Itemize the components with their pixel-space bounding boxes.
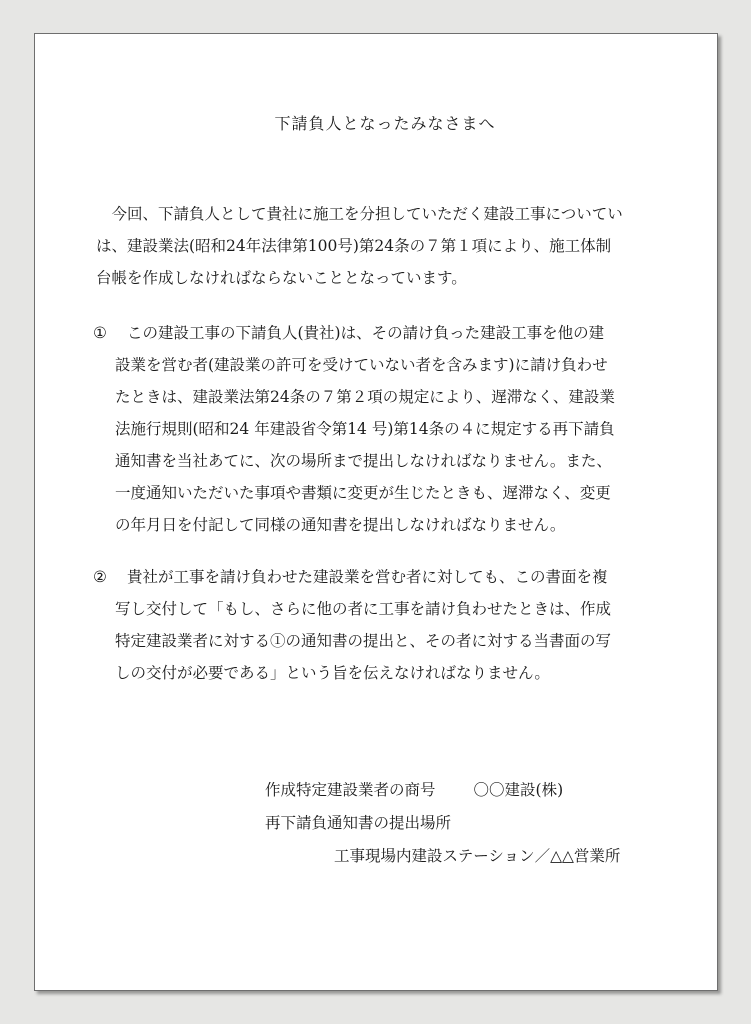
document-page [34, 33, 718, 991]
numbered-item-1 [93, 317, 693, 541]
intro-paragraph [96, 198, 676, 294]
item-line: 特定建設業者に対する①の通知書の提出と、その者に対する当書面の写 [115, 632, 612, 650]
signature-company-row [265, 780, 563, 800]
item-line: 貴社が工事を請け負わせた建設業を営む者に対しても、この書面を複 [127, 568, 608, 586]
submission-location-label: 再下請負通知書の提出場所 [265, 814, 452, 832]
item-line: たときは、建設業法第24条の７第２項の規定により、遅滞なく、建設業 [115, 388, 615, 406]
intro-line: 今回、下請負人として貴社に施工を分担していただく建設工事についてい [96, 205, 623, 223]
item-line: 通知書を当社あてに、次の場所まで提出しなければなりません。また、 [115, 452, 612, 470]
submission-location-value: 工事現場内建設ステーション／△△営業所 [334, 847, 621, 865]
item-line: の年月日を付記して同様の通知書を提出しなければなりません。 [115, 516, 566, 534]
company-label: 作成特定建設業者の商号 [265, 781, 436, 799]
item-line: 設業を営む者(建設業の許可を受けていない者を含みます)に請け負わせ [115, 356, 608, 374]
document-title: 下請負人となったみなさまへ [274, 114, 496, 133]
item-line: 写し交付して「もし、さらに他の者に工事を請け負わせたときは、作成 [115, 600, 612, 618]
intro-line: は、建設業法(昭和24年法律第100号)第24条の７第１項により、施工体制 [96, 237, 612, 255]
item-line: この建設工事の下請負人(貴社)は、その請け負った建設工事を他の建 [127, 324, 605, 342]
item-marker: ② [93, 568, 107, 586]
item-line: 一度通知いただいた事項や書類に変更が生じたときも、遅滞なく、変更 [115, 484, 611, 502]
item-line: 法施行規則(昭和24 年建設省令第14 号)第14条の４に規定する再下請負 [115, 420, 615, 438]
company-name: 〇〇建設(株) [473, 781, 564, 799]
numbered-item-2 [93, 561, 693, 689]
item-marker: ① [93, 324, 107, 342]
item-line: しの交付が必要である」という旨を伝えなければなりません。 [115, 664, 550, 682]
intro-line: 台帳を作成しなければならないこととなっています。 [96, 269, 467, 287]
